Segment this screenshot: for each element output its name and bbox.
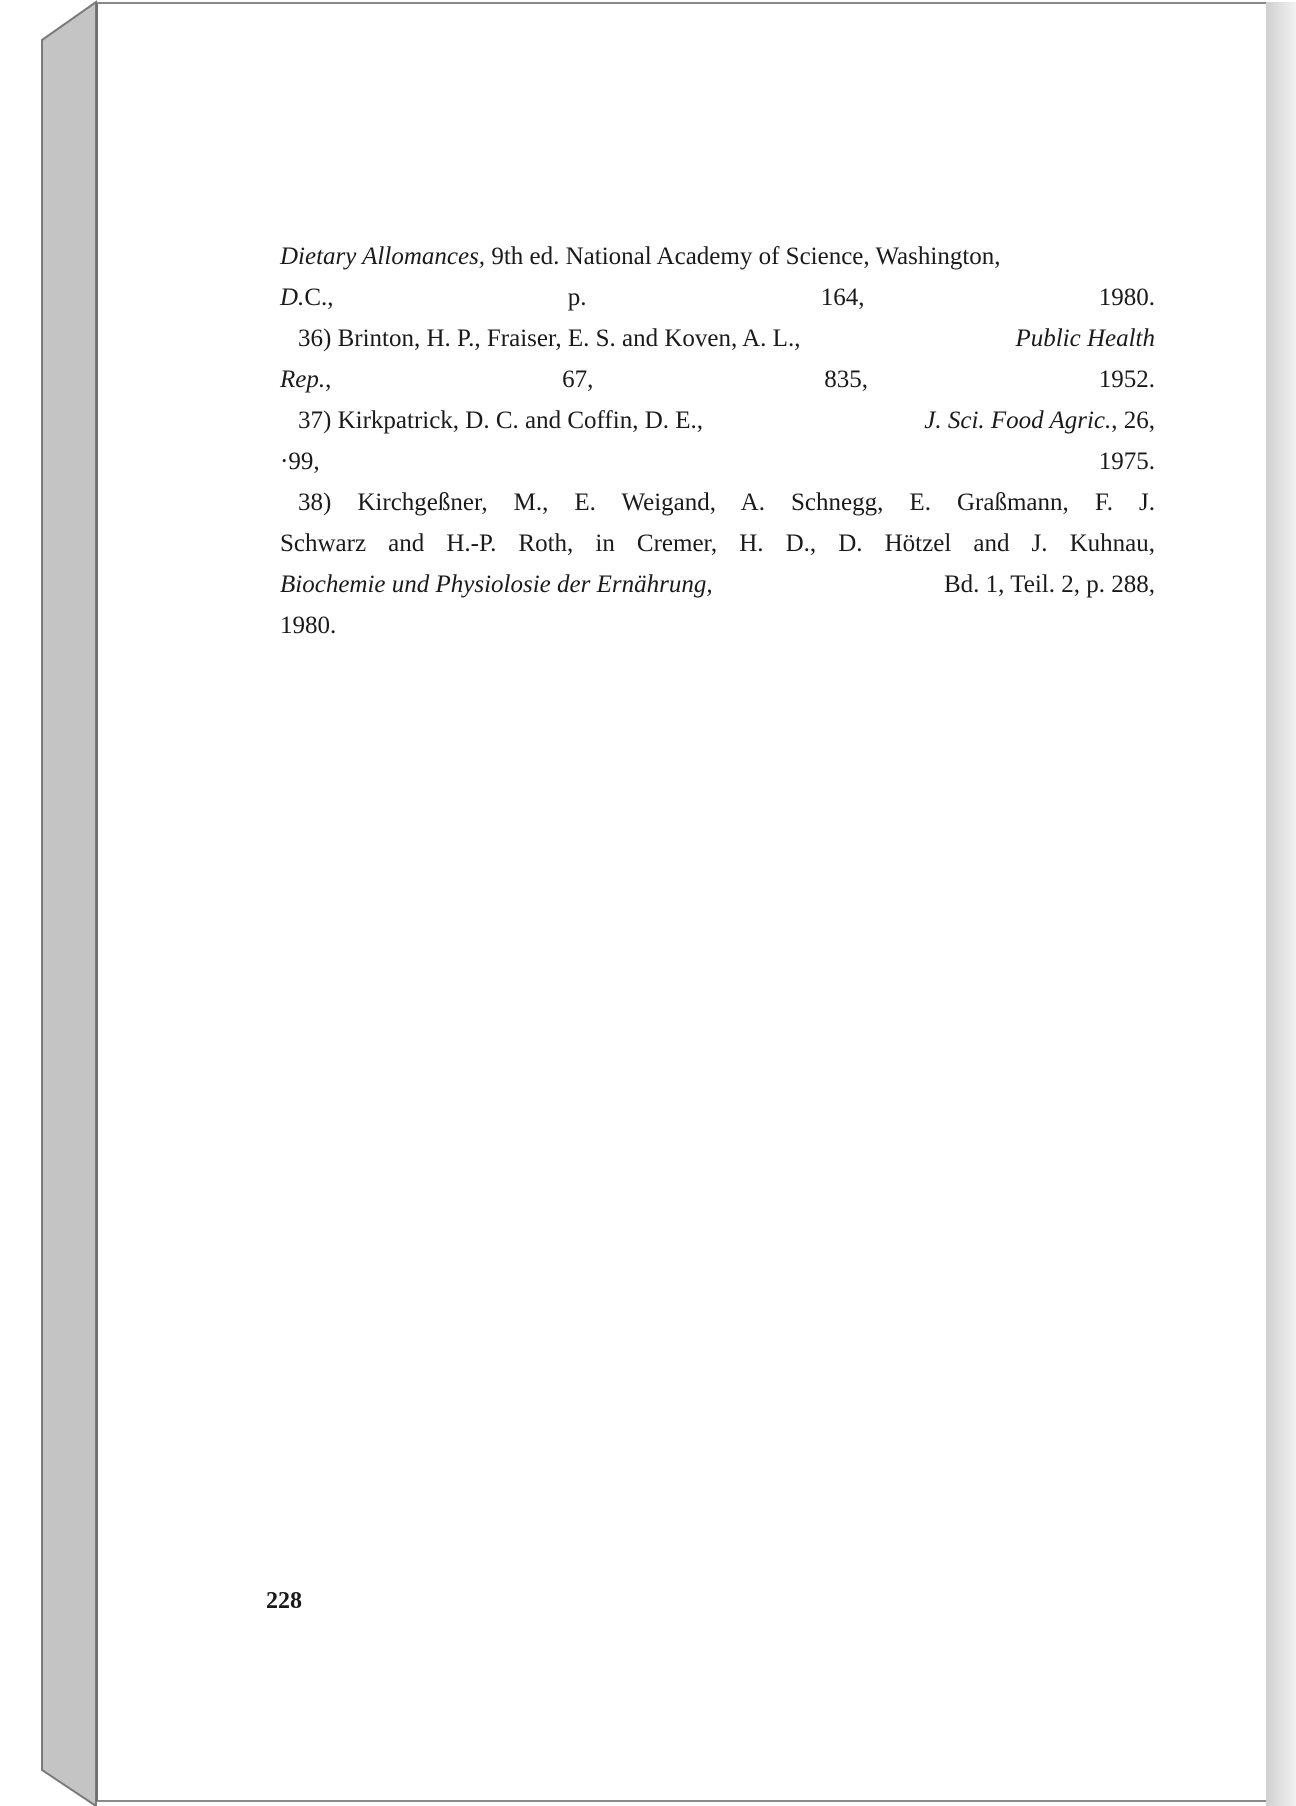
page-number: 228: [266, 1588, 302, 1614]
reference-35-line-1: Dietary Allomances, 9th ed. National Academy of Science, Washington,: [280, 243, 1001, 270]
reference-38-line-3: Biochemie und Physiolosie der Ernährung, Bd. 1, Teil. 2, p. 288,: [280, 564, 1155, 605]
reference-38-line-2: Schwarz and H.-P. Roth, in Cremer, H. D., D. Hötzel and J. Kuhnau,: [280, 530, 1155, 557]
reference-38-line-1: 38) Kirchgeßner, M., E. Weigand, A. Schnegg, E. Graßmann, F. J.: [298, 489, 1155, 516]
reference-35-line-2: D.C., p. 164, 1980.: [280, 284, 1155, 311]
reference-35-title: Dietary Allomances,: [280, 243, 486, 270]
reference-list: [280, 236, 1155, 646]
reference-37: [280, 400, 1155, 482]
reference-38-book-title: Biochemie und Physiolosie der Ernährung,: [280, 571, 713, 598]
reference-36-journal: Public Health: [1015, 325, 1155, 352]
reference-36: [280, 318, 1155, 400]
reference-35: [280, 236, 1155, 318]
book-spine: [0, 0, 100, 1806]
reference-38-line-4: 1980.: [280, 612, 337, 639]
reference-37-line-1: 37) Kirkpatrick, D. C. and Coffin, D. E., J. Sci. Food Agric., 26,: [298, 407, 1155, 434]
reference-38: [280, 482, 1155, 646]
page-edge-shadow: [1266, 2, 1296, 1806]
reference-36-line-1: 36) Brinton, H. P., Fraiser, E. S. and Koven, A. L., Public Health: [280, 318, 1155, 359]
reference-37-line-2: ·99, 1975.: [280, 448, 1155, 475]
reference-36-line-2: Rep., 67, 835, 1952.: [280, 366, 1155, 393]
reference-37-journal: J. Sci. Food Agric.: [924, 407, 1112, 434]
